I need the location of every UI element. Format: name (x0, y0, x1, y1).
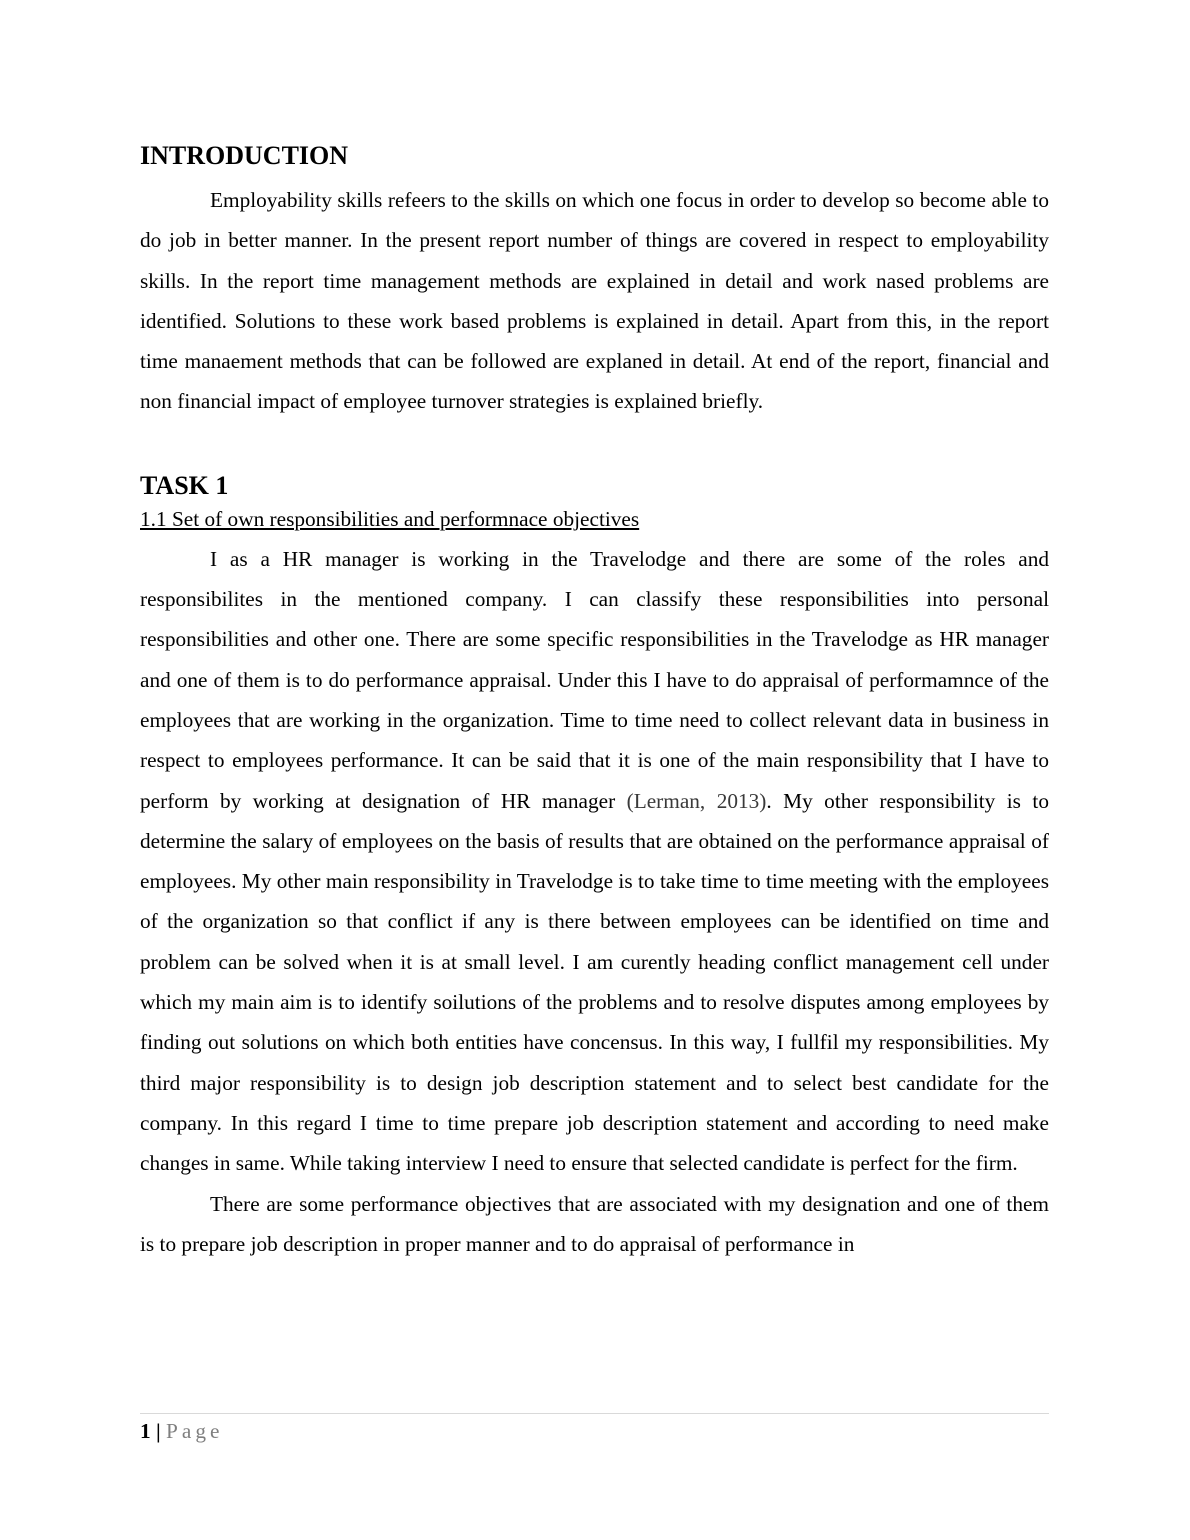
footer-divider (140, 1413, 1049, 1414)
page-number: 1 (140, 1419, 151, 1443)
citation: (Lerman, 2013) (626, 788, 767, 813)
page-label: Page (166, 1419, 224, 1443)
task1-paragraph-1 (140, 539, 1049, 1184)
footer-separator: | (155, 1419, 161, 1443)
document-page (140, 138, 1049, 1264)
task1-heading: TASK 1 (140, 470, 229, 500)
paragraph-text: I as a HR manager is working in the Travelodge and there are some of the roles and responsibilites in the mentioned company. I can classify these responsibilities into personal responsibilities and other one. There are some specific responsibilities in the Travelodge as HR manager and one of them is to do performance appraisal. Under this I have to do appraisal of performamnce of the employees that are working in the organization. Time to time need to collect relevant data in business in respect to employees performance. It can be said that it is one of the main responsibility that I have to perform by working at designation of HR manager (140, 546, 1049, 813)
paragraph-text: . My other responsibility is to determine the salary of employees on the basis of results that are obtained on the performance appraisal of employees. My other main responsibility in Travelodge is to take time to time meeting with the employees of the organization so that conflict if any is there between employees can be identified on time and problem can be solved when it is at small level. I am curently heading conflict management cell under which my main aim is to identify soilutions of the problems and to resolve disputes among employees by finding out solutions on which both entities have concensus. In this way, I fullfil my responsibilities. My third major responsibility is to design job description statement and to select best candidate for the company. In this regard I time to time prepare job description statement and according to need make changes in same. While taking interview I need to ensure that selected candidate is perfect for the firm. (140, 788, 1049, 1176)
introduction-paragraph: Employability skills refeers to the skills on which one focus in order to develop so become able to do job in better manner. In the present report number of things are covered in respect to employability skills. In the report time management methods are explained in detail and work nased problems are identified. Solutions to these work based problems is explained in detail. Apart from this, in the report time manaement methods that can be followed are explaned in detail. At end of the report, financial and non financial impact of employee turnover strategies is explained briefly. (140, 188, 1049, 414)
introduction-heading: INTRODUCTION (140, 141, 349, 170)
task1-subheading: 1.1 Set of own responsibilities and performnace objectives (140, 506, 640, 531)
page-footer (140, 1417, 223, 1445)
task1-paragraph-2: There are some performance objectives that are associated with my designation and one of them is to prepare job description in proper manner and to do appraisal of performance in (140, 1191, 1049, 1256)
